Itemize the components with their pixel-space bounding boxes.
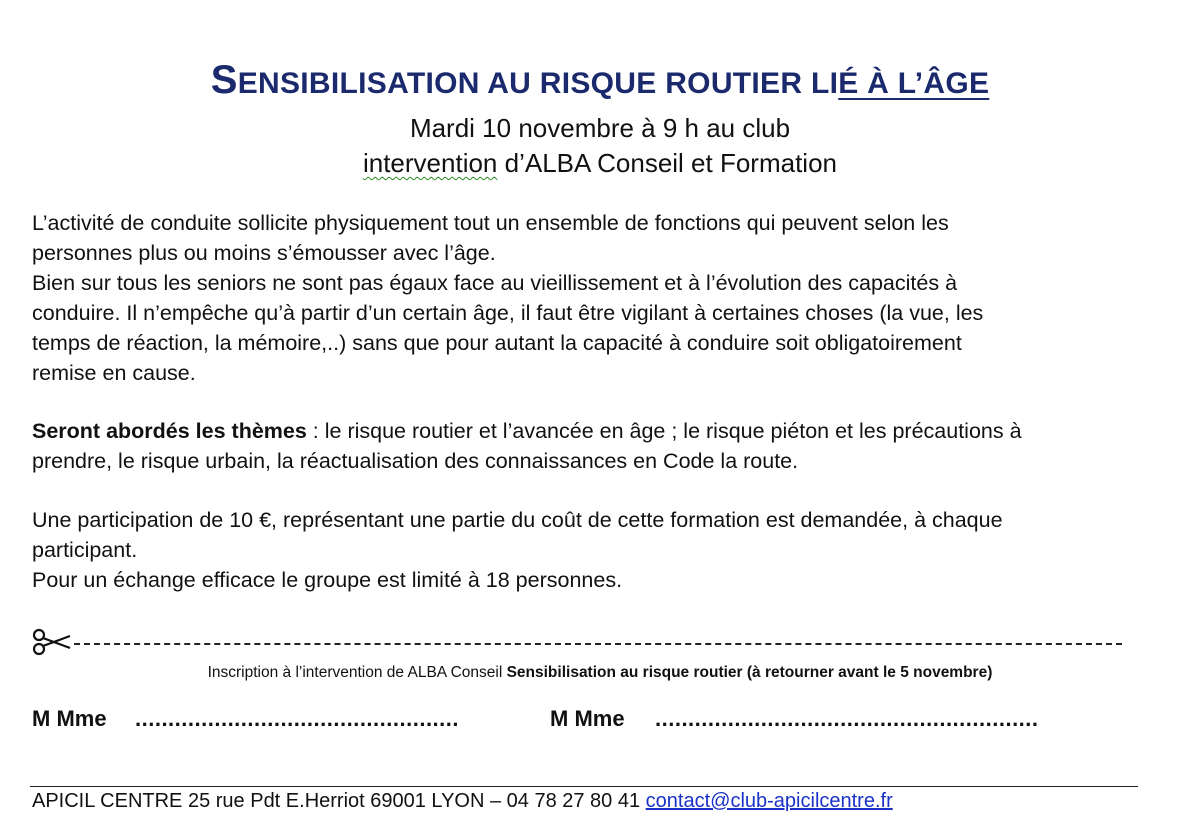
intro-line: temps de réaction, la mémoire,..) sans que pour autant la capacité à conduire soit obligatoirement <box>32 331 962 355</box>
participation-line: participant. <box>32 538 138 562</box>
name-field-1[interactable]: ................................................. <box>135 706 460 731</box>
footer-divider <box>30 786 1138 787</box>
inscription-text: Inscription à l’intervention de ALBA Conseil <box>207 664 507 681</box>
participation-line: Une participation de 10 €, représentant une partie du coût de cette formation est demandée, à chaque <box>32 508 1003 532</box>
themes-heading: Seront abordés les thèmes <box>32 419 307 443</box>
event-date-line: Mardi 10 novembre à 9 h au club <box>409 113 791 143</box>
organizer-text: d’ALBA Conseil et Formation <box>497 148 838 178</box>
scissors-icon <box>32 628 72 656</box>
themes-text: : le risque routier et l’avancée en âge ; le risque piéton et les précautions à <box>306 419 1022 443</box>
intro-line: personnes plus ou moins s’émousser avec l’âge. <box>32 241 496 265</box>
name-label-2: M Mme <box>550 706 625 731</box>
page-title <box>0 58 1200 103</box>
footer <box>32 790 893 813</box>
intro-line: conduire. Il n’empêche qu’à partir d’un certain âge, il faut être vigilant à certaines choses (la vue, les <box>32 301 984 325</box>
dashed-separator <box>74 643 1122 645</box>
cut-line <box>32 628 1122 656</box>
name-field-2[interactable]: .......................................................... <box>655 706 1039 731</box>
title-underlined-end: ÂGE <box>923 67 990 100</box>
themes-line <box>32 416 1152 446</box>
intro-line: L’activité de conduite sollicite physiquement tout un ensemble de fonctions qui peuvent selon les <box>32 211 949 235</box>
contact-email-link[interactable]: contact@club-apicilcentre.fr <box>645 790 893 812</box>
intro-line: Bien sur tous les seniors ne sont pas égaux face au vieillissement et à l’évolution des capacités à <box>32 271 958 295</box>
intro-line: remise en cause. <box>32 361 196 385</box>
spellcheck-word: intervention <box>362 148 498 178</box>
title-main: ENSIBILISATION AU RISQUE ROUTIER LI <box>237 67 839 100</box>
themes-paragraph <box>32 416 1152 476</box>
inscription-line <box>0 664 1200 682</box>
intro-paragraph <box>32 208 1152 388</box>
footer-address: APICIL CENTRE 25 rue Pdt E.Herriot 69001 LYON – 04 78 27 80 41 <box>32 790 646 812</box>
name-label-1: M Mme <box>32 706 107 731</box>
themes-line: prendre, le risque urbain, la réactualisation des connaissances en Code la route. <box>32 449 799 473</box>
inscription-bold-text: Sensibilisation au risque routier (à retourner avant le 5 novembre) <box>506 664 993 681</box>
participation-line: Pour un échange efficace le groupe est limité à 18 personnes. <box>32 568 623 592</box>
event-organizer-line <box>0 148 1200 179</box>
participation-paragraph <box>32 505 1152 595</box>
title-initial: S <box>210 58 238 102</box>
title-underlined-part: É À L’ <box>838 67 924 100</box>
